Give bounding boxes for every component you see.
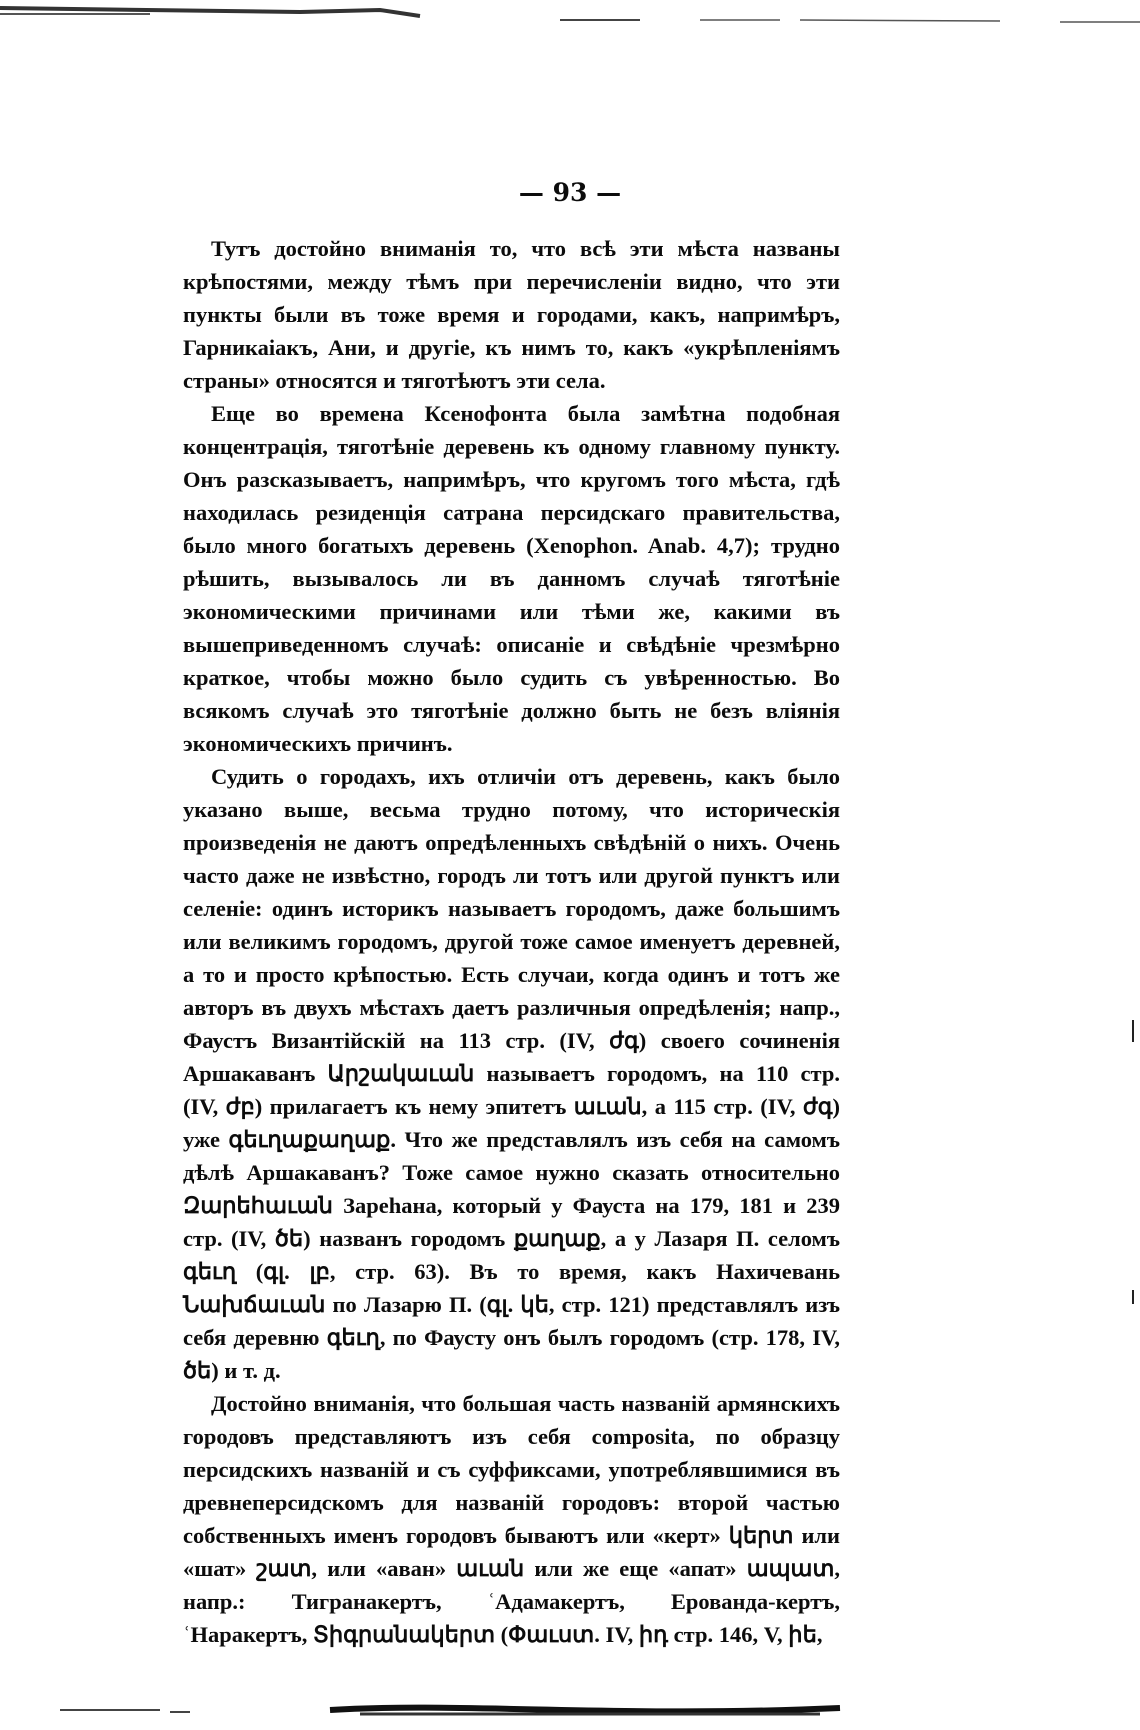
paragraph-1: Тутъ достойно вниманія то, что всѣ эти мѣста названы крѣпостями, между тѣмъ при перечисленіи видно, что эти пункты были въ тоже время и городами, какъ, напримѣръ, Гарникаіакъ, Ани, и другіе, къ нимъ то, какъ «укрѣпленіямъ страны» относятся и тяготѣютъ эти села. — [183, 236, 840, 393]
page-number: — 93 — — [518, 178, 622, 207]
right-edge-mark — [1132, 1020, 1134, 1042]
scan-top-edge — [0, 0, 1140, 30]
scan-bottom-streak — [60, 1710, 190, 1712]
paragraph-2: Еще во времена Ксенофонта была замѣтна подобная концентрація, тяготѣніе деревень къ одному главному пункту. Онъ разсказываетъ, напримѣръ, что кругомъ того мѣста, гдѣ находилась резиденція сатрана персидскаго правительства, было много богатыхъ деревень (Xenophon. Anab. 4,7); трудно рѣшить, вызывалось ли въ данномъ случаѣ тяготѣніе экономическими причинами или тѣми же, какими въ вышеприведенномъ случаѣ: описаніе и свѣдѣніе чрезмѣрно краткое, чтобы можно было судить съ увѣренностью. Во всякомъ случаѣ это тяготѣніе должно быть не безъ вліянія экономическихъ причинъ. — [183, 401, 840, 756]
scan-top-streak — [700, 20, 1140, 22]
right-edge-mark — [1132, 1290, 1134, 1304]
body-text — [183, 232, 840, 1651]
scan-bottom-streak — [330, 1708, 840, 1712]
paragraph-3: Судить о городахъ, ихъ отличіи отъ деревень, какъ было указано выше, весьма трудно потому, что историческія произведенія не даютъ опредѣленныхъ свѣдѣній о нихъ. Очень часто даже не извѣстно, городъ ли тотъ или другой пунктъ или селеніе: одинъ историкъ называетъ городомъ, даже большимъ или великимъ городомъ, другой тоже самое именуетъ деревней, а то и просто крѣпостью. Есть случаи, когда одинъ и тотъ же авторъ въ двухъ мѣстахъ даетъ различныя опредѣленія; напр., Фаустъ Византійскій на 113 стр. (IV, ժգ) своего сочиненія Аршакаванъ Արշակաւան называетъ городомъ, на 110 стр. (IV, ժբ) прилагаетъ къ нему эпитетъ աւան, а 115 стр. (IV, ժգ) уже գեւղաքաղաք. Что же представлялъ изъ себя на самомъ дѣлѣ Аршакаванъ? Тоже самое нужно сказать относительно Զարեհաւան Зареhана, который у Фауста на 179, 181 и 239 стр. (IV, ծե) названъ городомъ քաղաք, а у Лазаря П. селомъ գեւղ (գլ. լբ, стр. 63). Въ то время, какъ Нахичевань Նախճաւան по Лазарю П. (գլ. կե, стр. 121) представлялъ изъ себя деревню գեւղ, по Фаусту онъ былъ городомъ (стр. 178, IV, ծե) и т. д. — [183, 764, 840, 1383]
paragraph-4: Достойно вниманія, что большая часть названій армянскихъ городовъ представляютъ изъ себя composita, по образцу персидскихъ названій и съ суффиксами, употреблявшимися въ древнеперсидскомъ для названій городовъ: второй частью собственныхъ именъ городовъ бываютъ или «керт» կերտ или «шат» շատ, или «аван» աւան или же еще «апат» ապատ, напр.: Тигранакертъ, ʿАдамакертъ, Ерованда-кертъ, ʿНаракертъ, Տիգրանակերտ (Փաւստ. IV, իդ стр. 146, V, իե, — [183, 1391, 840, 1647]
scan-bottom-edge — [0, 1690, 1140, 1730]
